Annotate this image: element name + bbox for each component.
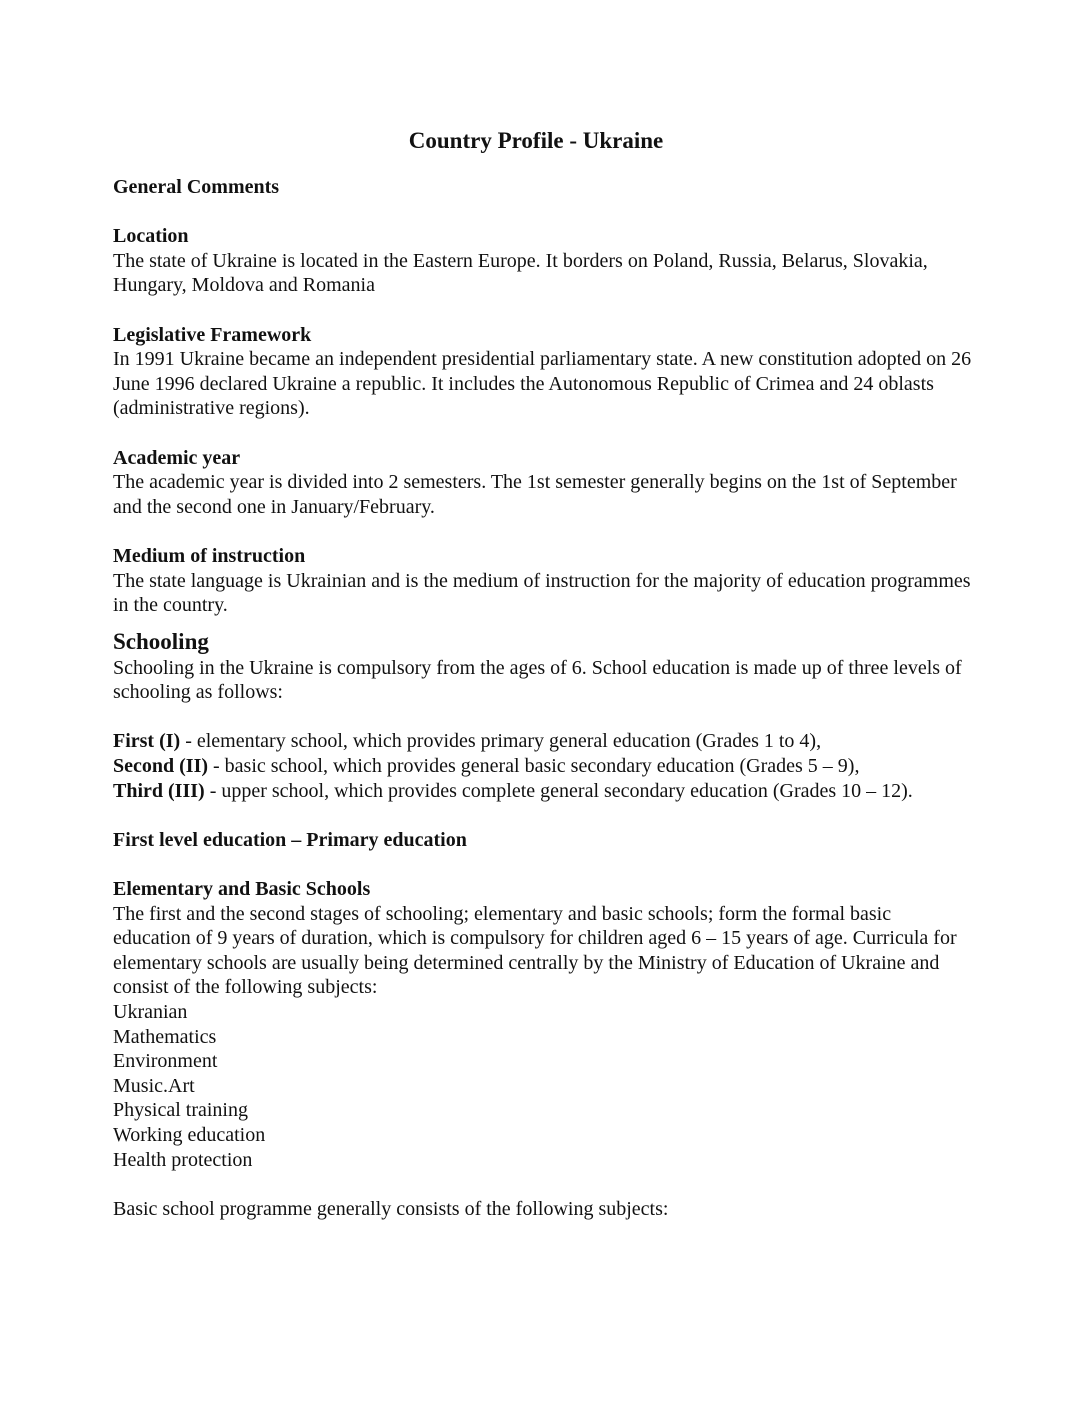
medium-heading: Medium of instruction bbox=[113, 544, 306, 567]
location-heading: Location bbox=[113, 225, 189, 248]
academic-year-heading: Academic year bbox=[113, 446, 241, 469]
subject-item: Mathematics bbox=[113, 1025, 217, 1048]
level-second bbox=[113, 754, 973, 779]
document-title: Country Profile - Ukraine bbox=[408, 128, 664, 153]
elementary-basic-heading: Elementary and Basic Schools bbox=[113, 878, 371, 901]
subject-item: Environment bbox=[113, 1050, 218, 1073]
medium-text: The state language is Ukrainian and is the medium of instruction for the majority of education programmes in the country. bbox=[113, 569, 971, 617]
legislative-text: In 1991 Ukraine became an independent presidential parliamentary state. A new constitution adopted on 26 June 1996 declared Ukraine a republic. It includes the Autonomous Republic of Crimea and 24 oblasts (administrative regions). bbox=[113, 348, 972, 420]
level-second-label: Second (II) bbox=[113, 755, 209, 778]
level-first-label: First (I) bbox=[113, 730, 181, 753]
subject-list bbox=[113, 1000, 973, 1172]
academic-year-text: The academic year is divided into 2 semesters. The 1st semester generally begins on the 1st of September and the second one in January/February. bbox=[113, 471, 957, 518]
subject-item: Working education bbox=[113, 1123, 266, 1146]
document-page bbox=[113, 126, 973, 1221]
level-first-text: - elementary school, which provides primary general education (Grades 1 to 4), bbox=[180, 730, 822, 753]
elementary-basic-text: The first and the second stages of schooling; elementary and basic schools; form the formal basic education of 9 years of duration, which is compulsory for children aged 6 – 15 years of age. Curricula for elementary schools are usually being determined centrally by the Ministry of Education of Ukraine and consist of the following subjects: bbox=[113, 902, 957, 999]
level-first bbox=[113, 729, 973, 754]
general-comments-heading: General Comments bbox=[113, 176, 280, 198]
schooling-heading: Schooling bbox=[113, 628, 209, 654]
subject-item: Physical training bbox=[113, 1099, 248, 1122]
level-third-text: - upper school, which provides complete general secondary education (Grades 10 – 12). bbox=[204, 779, 913, 802]
legislative-heading: Legislative Framework bbox=[113, 323, 312, 346]
subject-item: Health protection bbox=[113, 1148, 253, 1171]
subject-item: Ukranian bbox=[113, 1001, 188, 1023]
location-text: The state of Ukraine is located in the Eastern Europe. It borders on Poland, Russia, Belarus, Slovakia, Hungary, Moldova and Romania bbox=[113, 249, 928, 297]
first-level-heading: First level education – Primary education bbox=[113, 828, 467, 851]
schooling-text: Schooling in the Ukraine is compulsory from the ages of 6. School education is made up of three levels of schooling as follows: bbox=[113, 656, 962, 704]
level-third bbox=[113, 779, 973, 804]
subject-item: Music.Art bbox=[113, 1074, 195, 1097]
level-second-text: - basic school, which provides general basic secondary education (Grades 5 – 9), bbox=[208, 755, 860, 778]
basic-programme-text: Basic school programme generally consists of the following subjects: bbox=[113, 1197, 669, 1220]
level-third-label: Third (III) bbox=[113, 779, 205, 802]
